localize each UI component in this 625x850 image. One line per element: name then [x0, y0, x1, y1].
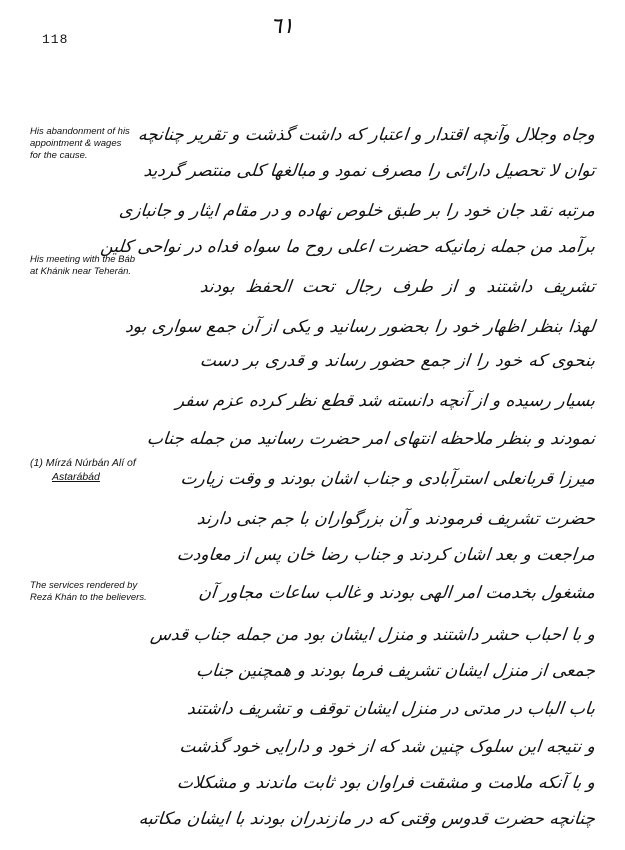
manuscript-line: مراجعت و بعد اشان کردند و جناب رضا خان پس از معاودت: [175, 545, 597, 565]
manuscript-line: حضرت تشریف فرمودند و آن بزرگواران با جم جنی دارند: [195, 509, 597, 529]
manuscript-line: باب الباب در مدتی در منزل ایشان توقف و تشریف داشتند: [186, 699, 597, 719]
manuscript-line: جمعی از منزل ایشان تشریف فرما بودند و همچنین جناب: [195, 661, 597, 681]
manuscript-line: مرتبه نقد جان خود را بر طبق خلوص نهاده و در مقام ایثار و جانبازی: [118, 201, 597, 221]
margin-note-line: Rezá Khán to the believers.: [30, 592, 147, 603]
page-number: 118: [42, 32, 69, 47]
manuscript-line: مشغول بخدمت امر الهی بودند و غالب ساعات مجاور آن: [197, 583, 597, 603]
margin-note-services: [30, 580, 210, 604]
manuscript-line: و با احباب حشر داشتند و منزل ایشان بود من جمله جناب قدس: [149, 625, 597, 645]
manuscript-line: بنحوی که خود را از جمع حضور رساند و قدری بر دست: [198, 351, 597, 371]
manuscript-line: چنانچه حضرت قدوس وقتی که در مازندران بودند با ایشان مکاتبه: [137, 809, 597, 829]
margin-note-line: The services rendered by: [30, 580, 138, 591]
manuscript-line: برآمد من جمله زمانیکه حضرت اعلی روح ما سواه فداه در نواحی کلین: [99, 237, 597, 257]
margin-note-line: (1) Mírzá Núrbán Alí of: [30, 457, 136, 469]
manuscript-line: میرزا قربانعلی استرآبادی و جناب اشان بودند و وقت زیارت: [179, 469, 597, 489]
manuscript-line: لهذا بنظر اظهار خود را بحضور رسانید و یکی از آن جمع سواری بود: [124, 317, 597, 337]
margin-note-line: appointment & wages: [30, 138, 122, 149]
margin-note-line: at Khánik near Teherán.: [30, 266, 132, 277]
manuscript-line: بسیار رسیده و از آنچه دانسته شد قطع نظر کرده عزم سفر: [174, 391, 597, 411]
manuscript-page-number: ٦١: [270, 14, 294, 39]
margin-note-line: His abandonment of his: [30, 126, 130, 137]
margin-note-line: for the cause.: [30, 150, 88, 161]
manuscript-line: توان لا تحصیل دارائی را مصرف نمود و مبالغها کلی منتصر گردید: [142, 161, 597, 181]
manuscript-line: نمودند و بنظر ملاحظه انتهای امر حضرت رسانید من جمله جناب: [146, 429, 597, 449]
manuscript-line: و نتیجه این سلوک چنین شد که از خود و دارایی خود گذشت: [178, 737, 597, 757]
manuscript-line: تشریف داشتند و از طرف رجال تحت الحفظ بودند: [198, 277, 597, 297]
margin-note-line: Astarábád: [52, 471, 100, 483]
manuscript-line: وجاه وجلال وآنچه اقتدار و اعتبار که داشت گذشت و تقریر چنانچه: [137, 125, 597, 145]
margin-note-line: His meeting with the Báb: [30, 254, 136, 265]
manuscript-line: و با آنکه ملامت و مشقت فراوان بود ثابت ماندند و مشکلات: [175, 773, 597, 793]
